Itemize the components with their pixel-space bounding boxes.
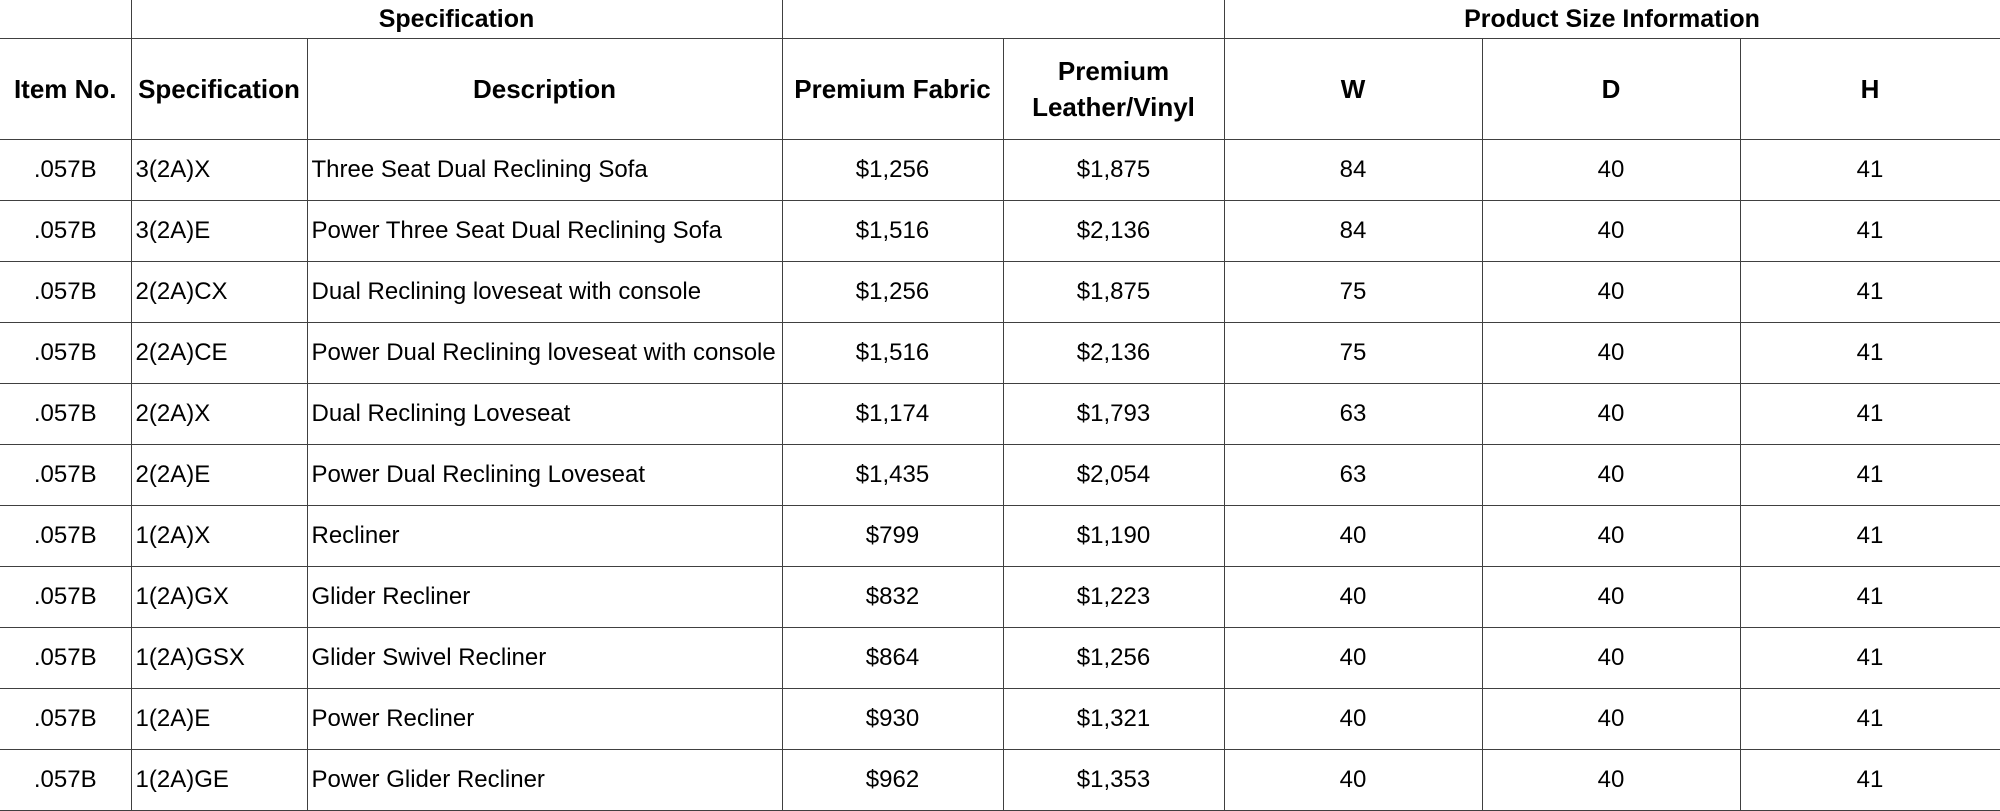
column-header-row	[0, 39, 2000, 140]
cell-height: 41	[1740, 567, 2000, 628]
cell-description: Glider Recliner	[307, 567, 782, 628]
table-row	[0, 445, 2000, 506]
cell-premium-leather: $1,190	[1003, 506, 1224, 567]
cell-premium-fabric: $1,516	[782, 201, 1003, 262]
header-width: W	[1224, 39, 1482, 140]
table-row	[0, 262, 2000, 323]
header-premium-fabric: Premium Fabric	[782, 39, 1003, 140]
cell-width: 40	[1224, 628, 1482, 689]
cell-specification: 2(2A)CX	[131, 262, 307, 323]
cell-description: Dual Reclining Loveseat	[307, 384, 782, 445]
cell-item-no: .057B	[0, 506, 131, 567]
cell-premium-fabric: $930	[782, 689, 1003, 750]
cell-premium-leather: $1,875	[1003, 140, 1224, 201]
cell-height: 41	[1740, 628, 2000, 689]
cell-description: Dual Reclining loveseat with console	[307, 262, 782, 323]
cell-description: Three Seat Dual Reclining Sofa	[307, 140, 782, 201]
header-depth: D	[1482, 39, 1740, 140]
cell-specification: 2(2A)CE	[131, 323, 307, 384]
cell-depth: 40	[1482, 567, 1740, 628]
cell-depth: 40	[1482, 750, 1740, 811]
header-description: Description	[307, 39, 782, 140]
cell-height: 41	[1740, 384, 2000, 445]
cell-specification: 1(2A)GX	[131, 567, 307, 628]
group-header-pricing-empty	[782, 0, 1224, 39]
cell-specification: 1(2A)E	[131, 689, 307, 750]
cell-specification: 3(2A)E	[131, 201, 307, 262]
cell-premium-fabric: $1,174	[782, 384, 1003, 445]
cell-premium-fabric: $962	[782, 750, 1003, 811]
cell-width: 63	[1224, 445, 1482, 506]
table-row	[0, 567, 2000, 628]
cell-width: 40	[1224, 567, 1482, 628]
group-header-specification: Specification	[131, 0, 782, 39]
cell-item-no: .057B	[0, 323, 131, 384]
group-header-product-size: Product Size Information	[1224, 0, 2000, 39]
cell-specification: 2(2A)E	[131, 445, 307, 506]
cell-width: 63	[1224, 384, 1482, 445]
cell-premium-fabric: $864	[782, 628, 1003, 689]
cell-item-no: .057B	[0, 750, 131, 811]
cell-depth: 40	[1482, 689, 1740, 750]
cell-description: Glider Swivel Recliner	[307, 628, 782, 689]
cell-description: Recliner	[307, 506, 782, 567]
cell-specification: 2(2A)X	[131, 384, 307, 445]
cell-premium-leather: $1,321	[1003, 689, 1224, 750]
header-specification: Specification	[131, 39, 307, 140]
cell-depth: 40	[1482, 445, 1740, 506]
cell-height: 41	[1740, 140, 2000, 201]
table-row	[0, 628, 2000, 689]
table-row	[0, 506, 2000, 567]
group-header-row	[0, 0, 2000, 39]
cell-description: Power Dual Reclining Loveseat	[307, 445, 782, 506]
table-row	[0, 201, 2000, 262]
header-height: H	[1740, 39, 2000, 140]
table-row	[0, 323, 2000, 384]
cell-depth: 40	[1482, 384, 1740, 445]
cell-width: 84	[1224, 140, 1482, 201]
cell-item-no: .057B	[0, 384, 131, 445]
cell-width: 40	[1224, 506, 1482, 567]
header-premium-leather: Premium Leather/Vinyl	[1003, 39, 1224, 140]
group-header-empty	[0, 0, 131, 39]
cell-item-no: .057B	[0, 689, 131, 750]
table-row	[0, 750, 2000, 811]
cell-premium-leather: $1,353	[1003, 750, 1224, 811]
cell-premium-fabric: $1,256	[782, 140, 1003, 201]
cell-item-no: .057B	[0, 140, 131, 201]
cell-height: 41	[1740, 689, 2000, 750]
cell-premium-leather: $1,256	[1003, 628, 1224, 689]
cell-premium-leather: $1,223	[1003, 567, 1224, 628]
cell-specification: 1(2A)GE	[131, 750, 307, 811]
cell-depth: 40	[1482, 506, 1740, 567]
cell-depth: 40	[1482, 323, 1740, 384]
cell-width: 40	[1224, 750, 1482, 811]
cell-premium-leather: $2,136	[1003, 201, 1224, 262]
cell-description: Power Dual Reclining loveseat with console	[307, 323, 782, 384]
cell-depth: 40	[1482, 201, 1740, 262]
cell-premium-leather: $2,054	[1003, 445, 1224, 506]
cell-height: 41	[1740, 445, 2000, 506]
cell-item-no: .057B	[0, 445, 131, 506]
cell-width: 75	[1224, 262, 1482, 323]
cell-premium-leather: $2,136	[1003, 323, 1224, 384]
table-row	[0, 140, 2000, 201]
cell-width: 40	[1224, 689, 1482, 750]
cell-specification: 3(2A)X	[131, 140, 307, 201]
cell-description: Power Glider Recliner	[307, 750, 782, 811]
cell-depth: 40	[1482, 262, 1740, 323]
cell-item-no: .057B	[0, 628, 131, 689]
cell-premium-fabric: $1,435	[782, 445, 1003, 506]
cell-item-no: .057B	[0, 201, 131, 262]
cell-depth: 40	[1482, 628, 1740, 689]
cell-item-no: .057B	[0, 567, 131, 628]
cell-height: 41	[1740, 323, 2000, 384]
cell-width: 84	[1224, 201, 1482, 262]
cell-description: Power Three Seat Dual Reclining Sofa	[307, 201, 782, 262]
cell-description: Power Recliner	[307, 689, 782, 750]
cell-premium-leather: $1,793	[1003, 384, 1224, 445]
table-row	[0, 384, 2000, 445]
cell-height: 41	[1740, 750, 2000, 811]
cell-premium-fabric: $799	[782, 506, 1003, 567]
header-item-no: Item No.	[0, 39, 131, 140]
cell-premium-fabric: $1,256	[782, 262, 1003, 323]
cell-specification: 1(2A)X	[131, 506, 307, 567]
cell-height: 41	[1740, 506, 2000, 567]
cell-premium-fabric: $832	[782, 567, 1003, 628]
cell-depth: 40	[1482, 140, 1740, 201]
cell-premium-leather: $1,875	[1003, 262, 1224, 323]
cell-width: 75	[1224, 323, 1482, 384]
cell-item-no: .057B	[0, 262, 131, 323]
cell-height: 41	[1740, 201, 2000, 262]
cell-height: 41	[1740, 262, 2000, 323]
cell-specification: 1(2A)GSX	[131, 628, 307, 689]
cell-premium-fabric: $1,516	[782, 323, 1003, 384]
table-row	[0, 689, 2000, 750]
